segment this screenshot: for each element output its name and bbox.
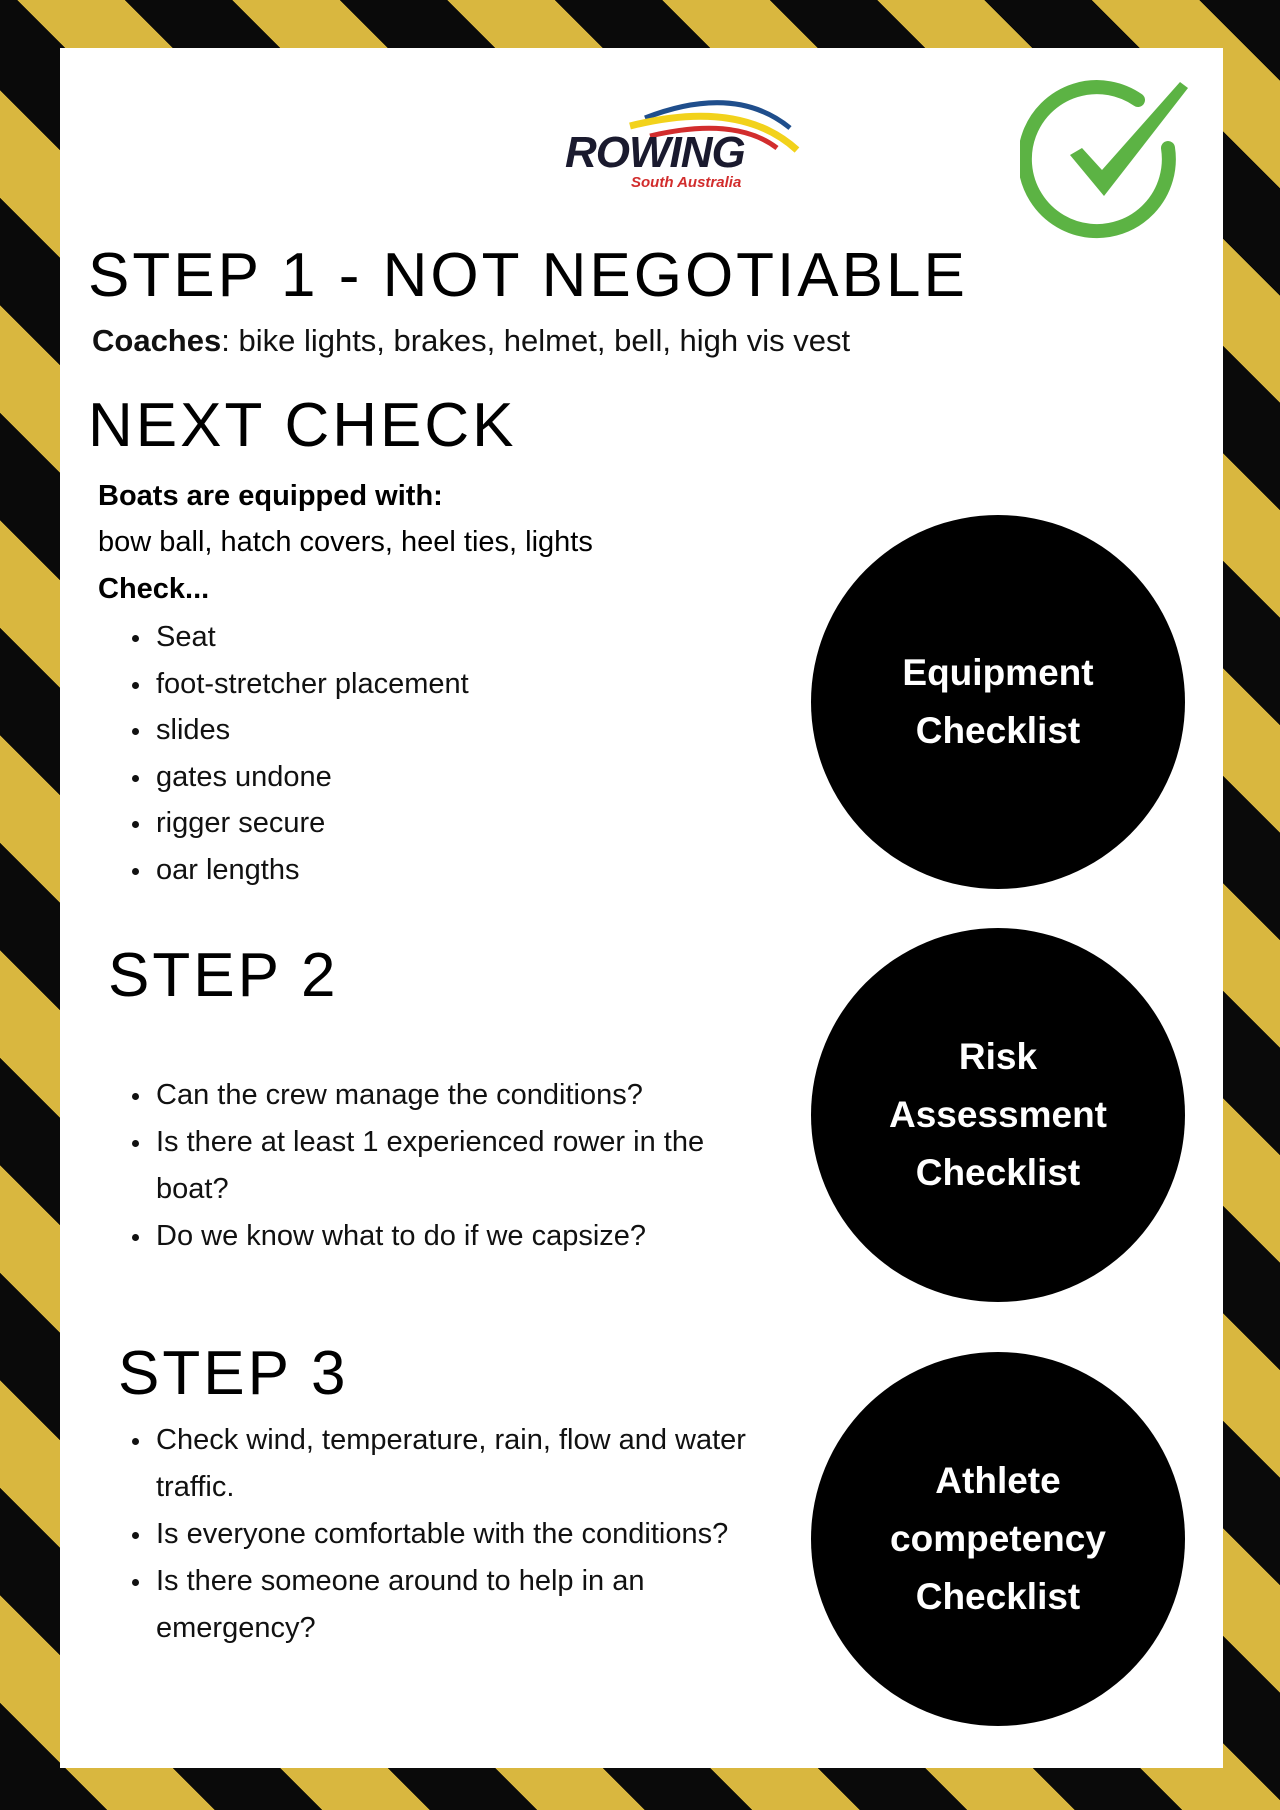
list-item: rigger secure	[98, 800, 469, 847]
check-circle-icon	[1020, 70, 1190, 240]
list-item: Can the crew manage the conditions?	[98, 1072, 778, 1119]
circle-line: Equipment	[902, 652, 1094, 693]
equipment-checklist-circle	[811, 515, 1185, 889]
check-label: Check...	[98, 573, 210, 605]
circle-line: Checklist	[915, 710, 1081, 751]
list-item: Is everyone comfortable with the conditions?	[98, 1511, 778, 1558]
step3-list	[98, 1417, 778, 1652]
circle-line: competency	[890, 1518, 1106, 1559]
list-item: oar lengths	[98, 847, 469, 894]
logo-subtitle: South Australia	[631, 174, 742, 191]
list-item: Is there someone around to help in an emergency?	[98, 1558, 778, 1652]
circle-line: Checklist	[915, 1152, 1081, 1193]
list-item: Do we know what to do if we capsize?	[98, 1213, 778, 1260]
step2-list	[98, 1072, 778, 1260]
coaches-text: : bike lights, brakes, helmet, bell, high vis vest	[221, 323, 851, 358]
list-item: Is there at least 1 experienced rower in the boat?	[98, 1119, 778, 1213]
athlete-competency-checklist-circle	[811, 1352, 1185, 1726]
boats-label: Boats are equipped with:	[98, 480, 443, 512]
circle-line: Assessment	[888, 1094, 1107, 1135]
list-item: Check wind, temperature, rain, flow and water traffic.	[98, 1417, 778, 1511]
risk-assessment-checklist-circle	[811, 928, 1185, 1302]
step2-title: STEP 2	[108, 941, 339, 1010]
list-item: gates undone	[98, 754, 469, 801]
list-item: Seat	[98, 614, 469, 661]
coaches-label: Coaches	[92, 323, 222, 358]
list-item: slides	[98, 707, 469, 754]
step1-title: STEP 1 - NOT NEGOTIABLE	[88, 241, 968, 310]
equipment-check-list	[98, 614, 469, 893]
rowing-sa-logo	[565, 88, 805, 198]
logo-wordmark: ROWING	[565, 128, 745, 177]
boats-equipment-text: bow ball, hatch covers, heel ties, lights	[98, 526, 593, 558]
list-item: foot-stretcher placement	[98, 661, 469, 708]
coaches-requirements	[92, 323, 850, 359]
circle-line: Checklist	[915, 1576, 1081, 1617]
step3-title: STEP 3	[118, 1339, 349, 1408]
next-check-title: NEXT CHECK	[88, 391, 517, 460]
circle-line: Risk	[958, 1036, 1038, 1077]
circle-line: Athlete	[935, 1460, 1061, 1501]
